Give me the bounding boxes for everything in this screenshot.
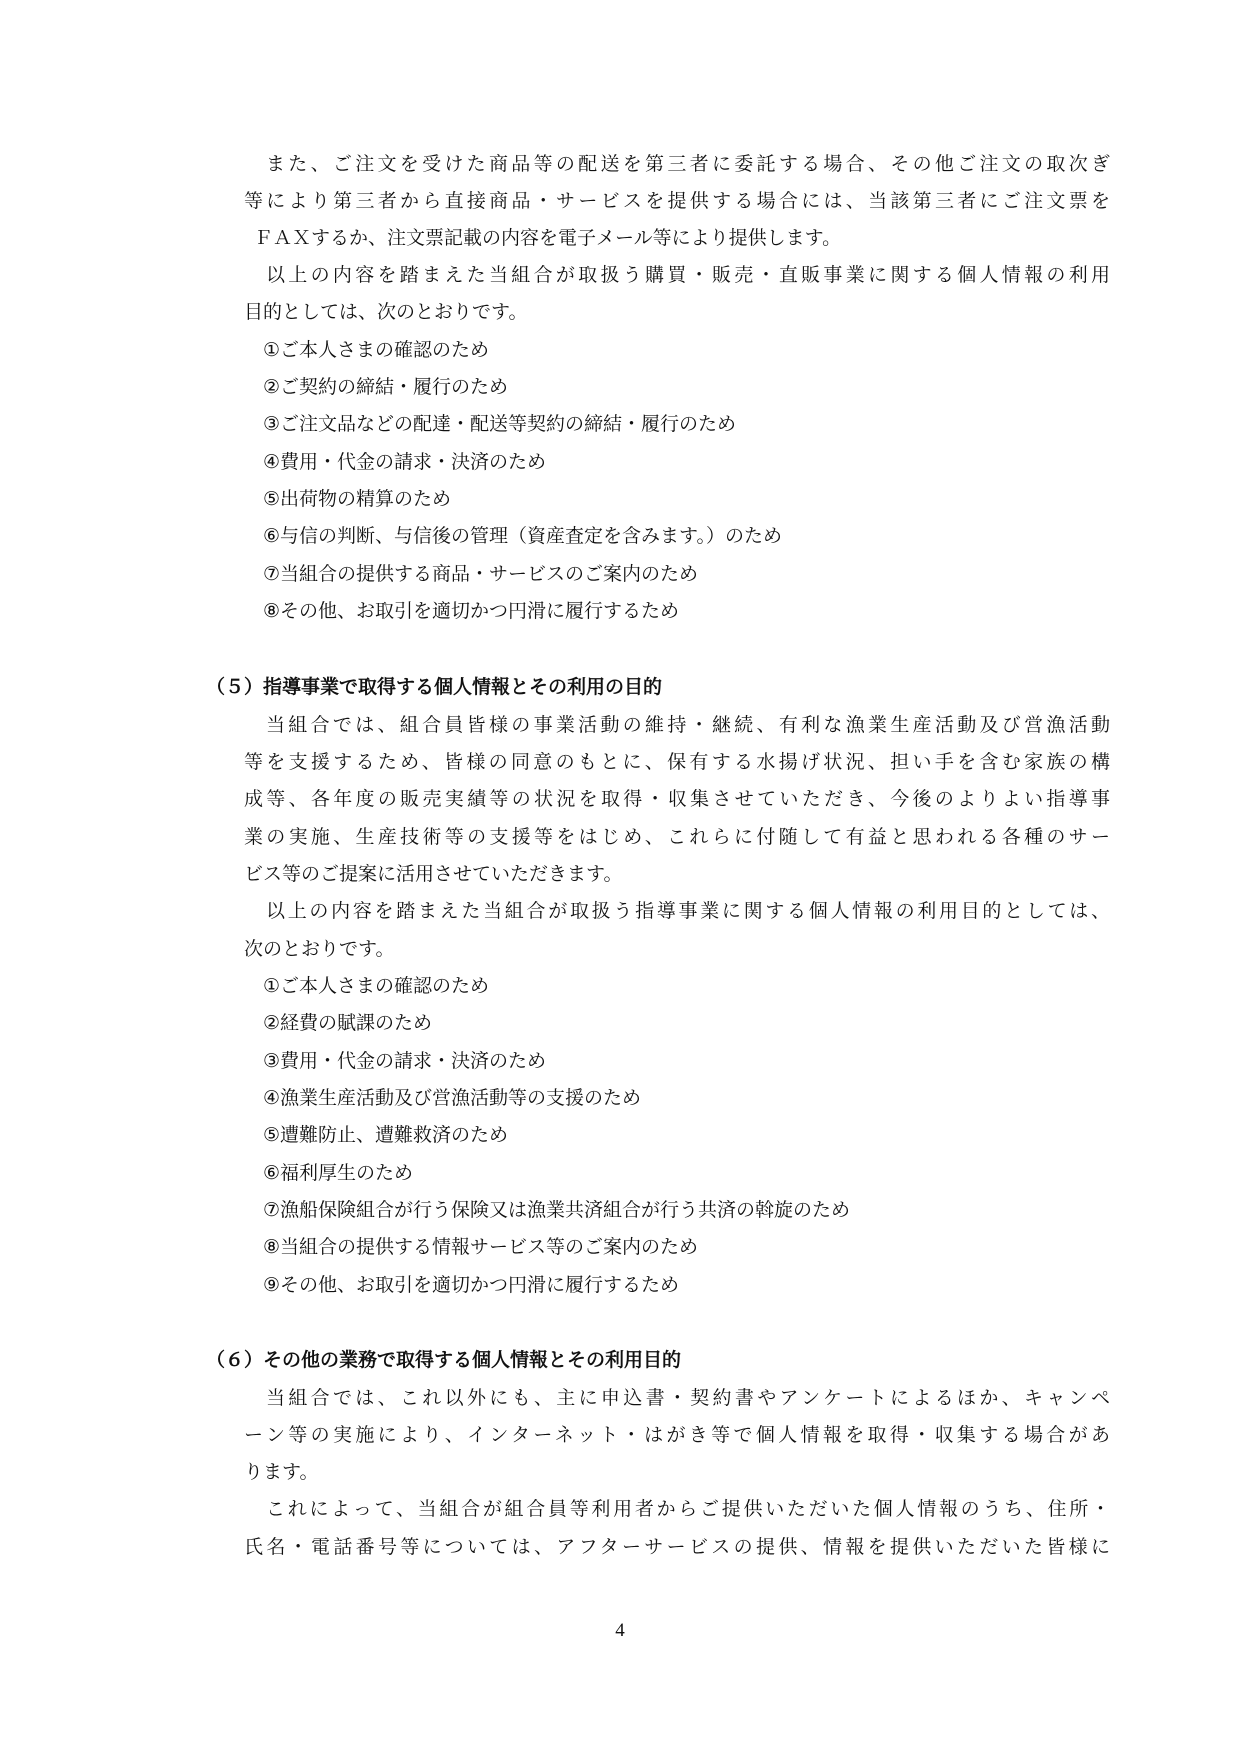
paragraph-line: 目的としては、次のとおりです。 — [244, 301, 528, 323]
paragraph-line: 業の実施、生産技術等の支援等をはじめ、これらに付随して有益と思われる各種のサー — [244, 826, 1110, 848]
paragraph-line: 当組合では、組合員皆様の事業活動の維持・継続、有利な漁業生産活動及び営漁活動 — [266, 714, 1110, 736]
list-item: ①ご本人さまの確認のため — [263, 975, 490, 997]
list-item: ⑧その他、お取引を適切かつ円滑に履行するため — [263, 600, 680, 622]
list-item: ⑦漁船保険組合が行う保険又は漁業共済組合が行う共済の斡旋のため — [263, 1199, 851, 1221]
paragraph-line: 氏名・電話番号等については、アフターサービスの提供、情報を提供いただいた皆様に — [244, 1536, 1110, 1558]
list-item: ⑥福利厚生のため — [263, 1162, 414, 1184]
section-heading: （６）その他の業務で取得する個人情報とその利用目的 — [206, 1349, 682, 1371]
paragraph-line: また、ご注文を受けた商品等の配送を第三者に委託する場合、その他ご注文の取次ぎ — [266, 153, 1110, 175]
list-item: ①ご本人さまの確認のため — [263, 339, 490, 361]
paragraph-line: 以上の内容を踏まえた当組合が取扱う指導事業に関する個人情報の利用目的としては、 — [266, 900, 1110, 922]
paragraph-line: 当組合では、これ以外にも、主に申込書・契約書やアンケートによるほか、キャンペ — [266, 1387, 1110, 1409]
list-item: ⑧当組合の提供する情報サービス等のご案内のため — [263, 1236, 699, 1258]
paragraph-line: 等を支援するため、皆様の同意のもとに、保有する水揚げ状況、担い手を含む家族の構 — [244, 751, 1110, 773]
list-item: ⑦当組合の提供する商品・サービスのご案内のため — [263, 563, 699, 585]
list-item: ⑨その他、お取引を適切かつ円滑に履行するため — [263, 1274, 680, 1296]
paragraph-line: ＦＡＸするか、注文票記載の内容を電子メール等により提供します。 — [254, 227, 842, 249]
list-item: ④費用・代金の請求・決済のため — [263, 451, 547, 473]
page-number: 4 — [615, 1620, 625, 1641]
list-item: ②経費の賦課のため — [263, 1012, 433, 1034]
list-item: ②ご契約の締結・履行のため — [263, 376, 509, 398]
list-item: ⑥与信の判断、与信後の管理（資産査定を含みます。）のため — [263, 525, 783, 547]
list-item: ③費用・代金の請求・決済のため — [263, 1050, 547, 1072]
paragraph-line: 以上の内容を踏まえた当組合が取扱う購買・販売・直販事業に関する個人情報の利用 — [266, 264, 1110, 286]
list-item: ⑤遭難防止、遭難救済のため — [263, 1124, 509, 1146]
list-item: ④漁業生産活動及び営漁活動等の支援のため — [263, 1087, 642, 1109]
paragraph-line: 次のとおりです。 — [244, 938, 395, 960]
list-item: ③ご注文品などの配達・配送等契約の締結・履行のため — [263, 413, 737, 435]
paragraph-line: ビス等のご提案に活用させていただきます。 — [244, 863, 623, 885]
paragraph-line: 成等、各年度の販売実績等の状況を取得・収集させていただき、今後のよりよい指導事 — [244, 788, 1110, 810]
paragraph-line: ーン等の実施により、インターネット・はがき等で個人情報を取得・収集する場合があ — [244, 1424, 1110, 1446]
paragraph-line: 等により第三者から直接商品・サービスを提供する場合には、当該第三者にご注文票を — [244, 190, 1110, 212]
section-heading: （５）指導事業で取得する個人情報とその利用の目的 — [206, 676, 663, 698]
paragraph-line: ります。 — [244, 1461, 319, 1483]
list-item: ⑤出荷物の精算のため — [263, 488, 452, 510]
paragraph-line: これによって、当組合が組合員等利用者からご提供いただいた個人情報のうち、住所・ — [266, 1498, 1110, 1520]
